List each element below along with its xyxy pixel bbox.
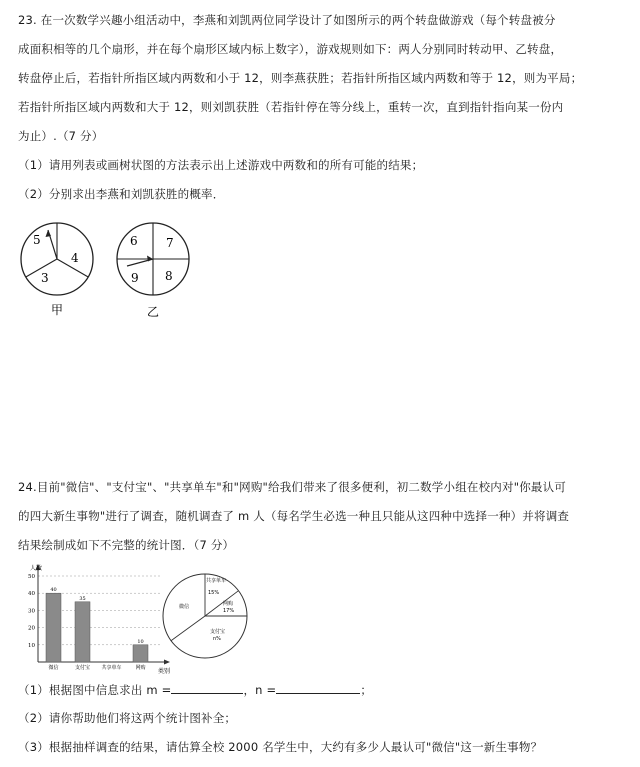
q24-line-2: 的四大新生事物"进行了调查，随机调查了 m 人（每名学生必选一种且只能从这四种中选择一种）并将调查 — [18, 509, 570, 523]
q23-line-5: 为止）.（7 分） — [18, 129, 104, 143]
pie-segment-label: 网购 — [223, 601, 234, 607]
pie-segment-label: 支付宝 — [210, 629, 226, 635]
spinner-jia-number: 5 — [33, 233, 41, 247]
bar-chart-category-label: 微信 — [48, 665, 59, 671]
bar-chart-ytick: 30 — [28, 608, 35, 615]
q24-part1-prefix: （1）根据图中信息求出 m = — [18, 683, 172, 697]
spinner-yi-number: 6 — [130, 234, 138, 248]
q23-line-2: 成面积相等的几个扇形，并在每个扇形区域内标上数字），游戏规则如下：两人分别同时转动甲、乙转盘， — [18, 42, 563, 56]
spinner-jia-pointer-head — [46, 230, 52, 237]
bar-chart-category-label: 共享单车 — [101, 665, 122, 671]
bar-chart-value-label: 40 — [50, 587, 57, 594]
answer-blank-n[interactable] — [276, 681, 360, 694]
pie-segment-label: 微信 — [179, 604, 190, 610]
q24-line-3: 结果绘制成如下不完整的统计图．（7 分） — [18, 538, 235, 552]
bar-chart-xlabel: 类别 — [158, 668, 171, 675]
spinner-yi-number: 8 — [165, 269, 173, 283]
bar-chart-category-label: 网购 — [135, 665, 146, 671]
pie-segment-label: 共享单车 — [206, 578, 227, 584]
spinner-jia-figure — [14, 218, 104, 320]
bar-chart-ytick: 50 — [28, 574, 35, 580]
bar-chart-bar — [133, 645, 148, 662]
spinner-jia-label: 甲 — [51, 303, 64, 317]
q24-line-1: 24.目前"微信"、"支付宝"、"共享单车"和"网购"给我们带来了很多便利，初二数学小组在校内对"你最认可 — [18, 480, 566, 494]
bar-chart-value-label: 10 — [137, 638, 144, 645]
answer-blank-m[interactable] — [171, 681, 243, 694]
q23-line-1: 23. 在一次数学兴趣小组活动中，李燕和刘凯两位同学设计了如图所示的两个转盘做游戏（每个转盘被分 — [18, 13, 556, 27]
q24-part1 — [18, 681, 628, 698]
bar-chart-ytick: 20 — [28, 625, 35, 632]
q23-line-3: 转盘停止后，若指针所指区域内两数和小于 12，则李燕获胜；若指针所指区域内两数和等于 12，则为平局； — [18, 71, 583, 85]
q23-part2: （2）分别求出李燕和刘凯获胜的概率． — [18, 187, 225, 201]
pie-segment-pct: n% — [213, 636, 221, 642]
pie-chart — [160, 568, 250, 664]
q24-part1-end: ； — [360, 683, 373, 697]
q24-part1-mid: ，n = — [243, 683, 277, 697]
spinner-jia-number: 4 — [71, 251, 79, 265]
spinner-jia-number: 3 — [41, 271, 49, 285]
q24-part2: （2）请你帮助他们将这两个统计图补全； — [18, 711, 237, 725]
spinner-yi-label: 乙 — [147, 305, 160, 319]
spinner-yi-number: 7 — [166, 236, 174, 250]
pie-segment-pct: 15% — [208, 590, 220, 596]
bar-chart-bar — [46, 593, 61, 662]
q24-part3: （3）根据抽样调查的结果，请估算全校 2000 名学生中，大约有多少人最认可"微信"这一新生事物？ — [18, 740, 543, 754]
q23-part1: （1）请用列表或画树状图的方法表示出上述游戏中两数和的所有可能的结果； — [18, 158, 424, 172]
bar-chart-category-label: 支付宝 — [74, 665, 91, 671]
bar-chart-ylabel: 人数 — [30, 565, 43, 572]
pie-segment-pct: 17% — [223, 608, 235, 614]
bar-chart-bar — [75, 602, 90, 662]
bar-chart-value-label: 35 — [79, 595, 86, 602]
spinner-yi-figure — [110, 218, 200, 320]
spinner-yi-pointer-head — [147, 256, 153, 262]
q23-line-4: 若指针所指区域内两数和大于 12，则刘凯获胜（若指针停在等分线上，重转一次，直到指针指向某一份内 — [18, 100, 564, 114]
spinner-yi-number: 9 — [131, 271, 139, 285]
bar-chart-ytick: 40 — [28, 591, 35, 598]
bar-chart-ytick: 10 — [28, 642, 35, 649]
